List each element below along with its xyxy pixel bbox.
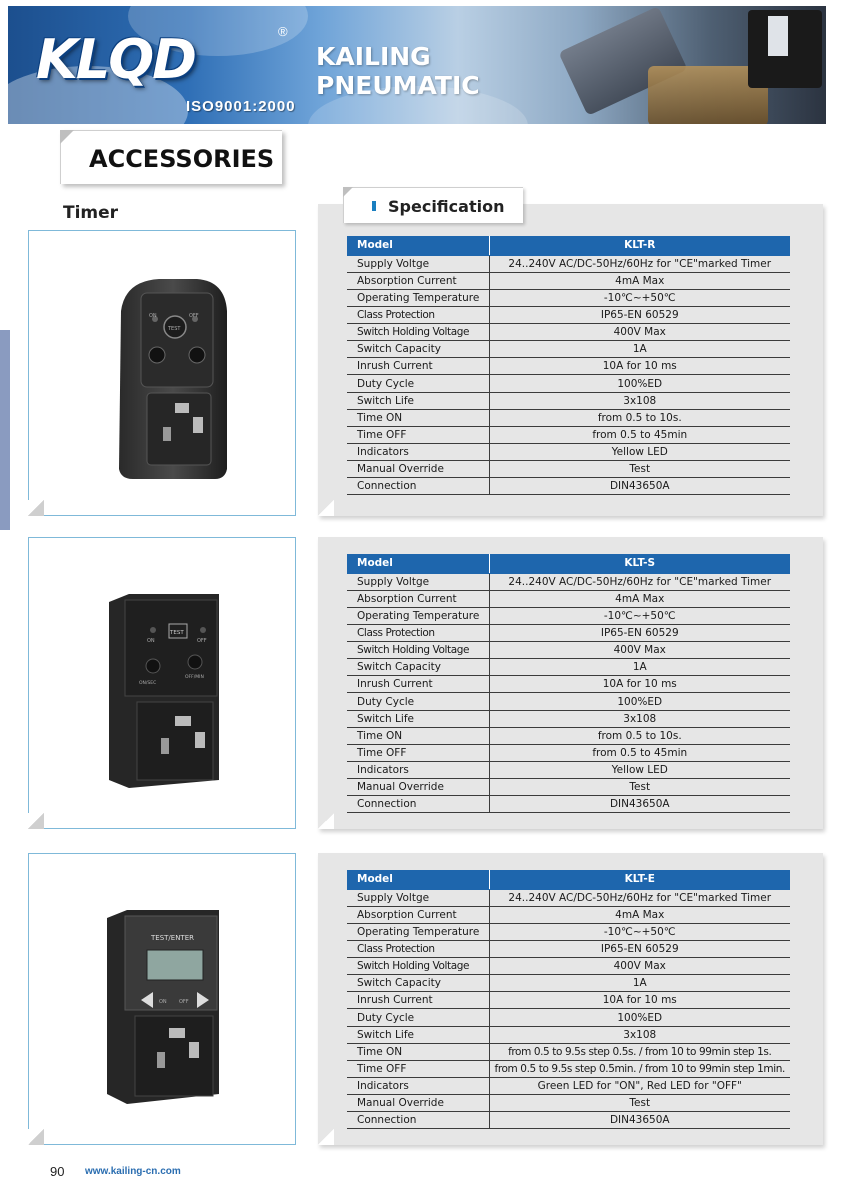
spec-label: Time OFF — [347, 1060, 489, 1077]
spec-value: 24..240V AC/DC-50Hz/60Hz for "CE"marked Timer — [489, 573, 790, 590]
spec-label: Switch Capacity — [347, 975, 489, 992]
device-2-onsec-label: ON/SEC — [139, 681, 157, 686]
spec-label: Switch Life — [347, 392, 489, 409]
header-model-value: KLT-R — [489, 236, 790, 255]
spec-header-row — [347, 236, 790, 255]
spec-row — [347, 676, 790, 693]
spec-label: Time ON — [347, 409, 489, 426]
section-title: ACCESSORIES — [89, 145, 275, 173]
spec-value: Test — [489, 461, 790, 478]
spec-label: Supply Voltge — [347, 255, 489, 272]
spec-row — [347, 444, 790, 461]
spec-row — [347, 1060, 790, 1077]
spec-value: from 0.5 to 9.5s step 0.5s. / from 10 to 99min step 1s. — [489, 1043, 790, 1060]
header-banner — [8, 6, 826, 124]
spec-value: -10℃~+50℃ — [489, 607, 790, 624]
device-1-test-label: TEST — [168, 326, 181, 332]
spec-label: Class Protection — [347, 624, 489, 641]
spec-label: Manual Override — [347, 461, 489, 478]
specification-marker-icon — [372, 201, 376, 211]
spec-label: Connection — [347, 478, 489, 495]
spec-row — [347, 409, 790, 426]
spec-label: Class Protection — [347, 306, 489, 323]
spec-header-row — [347, 554, 790, 573]
spec-label: Switch Holding Voltage — [347, 642, 489, 659]
spec-label: Switch Holding Voltage — [347, 324, 489, 341]
spec-header-row — [347, 870, 790, 889]
spec-row — [347, 375, 790, 392]
spec-row — [347, 324, 790, 341]
spec-label: Time ON — [347, 1043, 489, 1060]
spec-row — [347, 426, 790, 443]
spec-label: Indicators — [347, 762, 489, 779]
spec-value: 10A for 10 ms — [489, 676, 790, 693]
spec-row — [347, 779, 790, 796]
spec-row — [347, 478, 790, 495]
device-2-on-label: ON — [147, 638, 155, 644]
spec-row — [347, 624, 790, 641]
spec-label: Manual Override — [347, 1095, 489, 1112]
brand-name — [316, 42, 480, 100]
header-model-value: KLT-S — [489, 554, 790, 573]
spec-value: 400V Max — [489, 324, 790, 341]
spec-row — [347, 906, 790, 923]
device-3-off-label: OFF — [179, 999, 189, 1005]
spec-value: 400V Max — [489, 958, 790, 975]
spec-label: Inrush Current — [347, 992, 489, 1009]
spec-row — [347, 1026, 790, 1043]
timer-klt-s-image — [29, 538, 297, 830]
spec-value: DIN43650A — [489, 796, 790, 813]
spec-label: Connection — [347, 796, 489, 813]
product-title: Timer — [63, 203, 119, 223]
device-1-on-label: ON — [149, 313, 157, 319]
spec-label: Operating Temperature — [347, 607, 489, 624]
spec-row — [347, 727, 790, 744]
spec-value: IP65-EN 60529 — [489, 940, 790, 957]
spec-label: Manual Override — [347, 779, 489, 796]
spec-label: Duty Cycle — [347, 375, 489, 392]
spec-value: Yellow LED — [489, 444, 790, 461]
spec-table-klt-e — [347, 870, 790, 1129]
brand-line-1: KAILING — [316, 42, 431, 71]
spec-row — [347, 796, 790, 813]
spec-label: Connection — [347, 1112, 489, 1129]
spec-row — [347, 1009, 790, 1026]
spec-row — [347, 659, 790, 676]
spec-label: Absorption Current — [347, 272, 489, 289]
spec-label: Operating Temperature — [347, 923, 489, 940]
specification-title: Specification — [388, 197, 505, 216]
spec-row — [347, 1112, 790, 1129]
spec-row — [347, 975, 790, 992]
spec-row — [347, 693, 790, 710]
spec-value: 1A — [489, 341, 790, 358]
spec-label: Supply Voltge — [347, 889, 489, 906]
spec-label: Switch Life — [347, 710, 489, 727]
spec-row — [347, 358, 790, 375]
spec-value: DIN43650A — [489, 478, 790, 495]
brand-line-2: PNEUMATIC — [316, 71, 480, 100]
spec-value: 3x108 — [489, 392, 790, 409]
spec-value: from 0.5 to 10s. — [489, 409, 790, 426]
spec-value: 400V Max — [489, 642, 790, 659]
page-number: 90 — [50, 1164, 65, 1179]
spec-value: IP65-EN 60529 — [489, 624, 790, 641]
spec-label: Indicators — [347, 1078, 489, 1095]
spec-value: from 0.5 to 10s. — [489, 727, 790, 744]
spec-row — [347, 958, 790, 975]
header-model-label: Model — [347, 554, 489, 573]
spec-row — [347, 607, 790, 624]
spec-label: Duty Cycle — [347, 693, 489, 710]
spec-value: 4mA Max — [489, 906, 790, 923]
product-image-frame-1 — [28, 230, 296, 516]
spec-value: 10A for 10 ms — [489, 358, 790, 375]
spec-label: Time ON — [347, 727, 489, 744]
spec-label: Indicators — [347, 444, 489, 461]
spec-row — [347, 940, 790, 957]
spec-label: Switch Holding Voltage — [347, 958, 489, 975]
section-title-tab — [60, 130, 282, 184]
registered-mark: ® — [278, 24, 288, 39]
spec-row — [347, 1095, 790, 1112]
iso-certification: ISO9001:2000 — [186, 98, 296, 115]
spec-label: Absorption Current — [347, 590, 489, 607]
spec-value: 3x108 — [489, 1026, 790, 1043]
spec-row — [347, 1078, 790, 1095]
spec-label: Switch Capacity — [347, 341, 489, 358]
spec-row — [347, 762, 790, 779]
spec-label: Class Protection — [347, 940, 489, 957]
spec-row — [347, 341, 790, 358]
header-model-label: Model — [347, 236, 489, 255]
spec-row — [347, 889, 790, 906]
spec-row — [347, 744, 790, 761]
logo-text: KLQD — [36, 28, 195, 91]
spec-value: IP65-EN 60529 — [489, 306, 790, 323]
spec-label: Duty Cycle — [347, 1009, 489, 1026]
device-3-test-enter-label: TEST/ENTER — [151, 934, 194, 942]
spec-value: 10A for 10 ms — [489, 992, 790, 1009]
device-1-off-label: OFF — [189, 313, 199, 319]
spec-value: 100%ED — [489, 375, 790, 392]
spec-value: from 0.5 to 45min — [489, 744, 790, 761]
spec-value: 4mA Max — [489, 272, 790, 289]
spec-table-klt-s — [347, 554, 790, 813]
spec-value: 1A — [489, 659, 790, 676]
spec-label: Inrush Current — [347, 358, 489, 375]
spec-row — [347, 573, 790, 590]
spec-table-klt-r — [347, 236, 790, 495]
spec-value: 4mA Max — [489, 590, 790, 607]
spec-row — [347, 590, 790, 607]
spec-label: Absorption Current — [347, 906, 489, 923]
timer-klt-e-image — [29, 854, 297, 1146]
product-image-frame-2 — [28, 537, 296, 829]
spec-value: Test — [489, 1095, 790, 1112]
spec-row — [347, 1043, 790, 1060]
device-3-on-label: ON — [159, 999, 167, 1005]
spec-value: 100%ED — [489, 693, 790, 710]
spec-value: 100%ED — [489, 1009, 790, 1026]
spec-row — [347, 255, 790, 272]
spec-label: Operating Temperature — [347, 289, 489, 306]
spec-label: Inrush Current — [347, 676, 489, 693]
device-2-off-label: OFF — [197, 638, 207, 644]
spec-row — [347, 289, 790, 306]
spec-value: 3x108 — [489, 710, 790, 727]
spec-row — [347, 642, 790, 659]
spec-value: Green LED for "ON", Red LED for "OFF" — [489, 1078, 790, 1095]
spec-label: Time OFF — [347, 426, 489, 443]
spec-value: 24..240V AC/DC-50Hz/60Hz for "CE"marked Timer — [489, 889, 790, 906]
spec-label: Switch Capacity — [347, 659, 489, 676]
left-accent-bar — [0, 330, 10, 530]
timer-klt-r-image — [29, 231, 297, 517]
spec-value: from 0.5 to 9.5s step 0.5min. / from 10 to 99min step 1min. — [489, 1060, 790, 1077]
spec-value: from 0.5 to 45min — [489, 426, 790, 443]
spec-row — [347, 461, 790, 478]
spec-value: -10℃~+50℃ — [489, 923, 790, 940]
spec-row — [347, 306, 790, 323]
specification-tab — [343, 187, 523, 223]
spec-value: -10℃~+50℃ — [489, 289, 790, 306]
spec-row — [347, 710, 790, 727]
device-2-test-label: TEST — [170, 630, 184, 636]
spec-row — [347, 992, 790, 1009]
spec-value: Test — [489, 779, 790, 796]
product-image-frame-3 — [28, 853, 296, 1145]
spec-row — [347, 923, 790, 940]
header-model-label: Model — [347, 870, 489, 889]
spec-label: Time OFF — [347, 744, 489, 761]
header-model-value: KLT-E — [489, 870, 790, 889]
spec-value: DIN43650A — [489, 1112, 790, 1129]
spec-value: 24..240V AC/DC-50Hz/60Hz for "CE"marked Timer — [489, 255, 790, 272]
spec-label: Supply Voltge — [347, 573, 489, 590]
spec-value: 1A — [489, 975, 790, 992]
spec-label: Switch Life — [347, 1026, 489, 1043]
spec-row — [347, 272, 790, 289]
device-2-offmin-label: OFF/MIN — [185, 675, 204, 680]
spec-row — [347, 392, 790, 409]
website-link[interactable]: www.kailing-cn.com — [85, 1166, 181, 1177]
spec-value: Yellow LED — [489, 762, 790, 779]
